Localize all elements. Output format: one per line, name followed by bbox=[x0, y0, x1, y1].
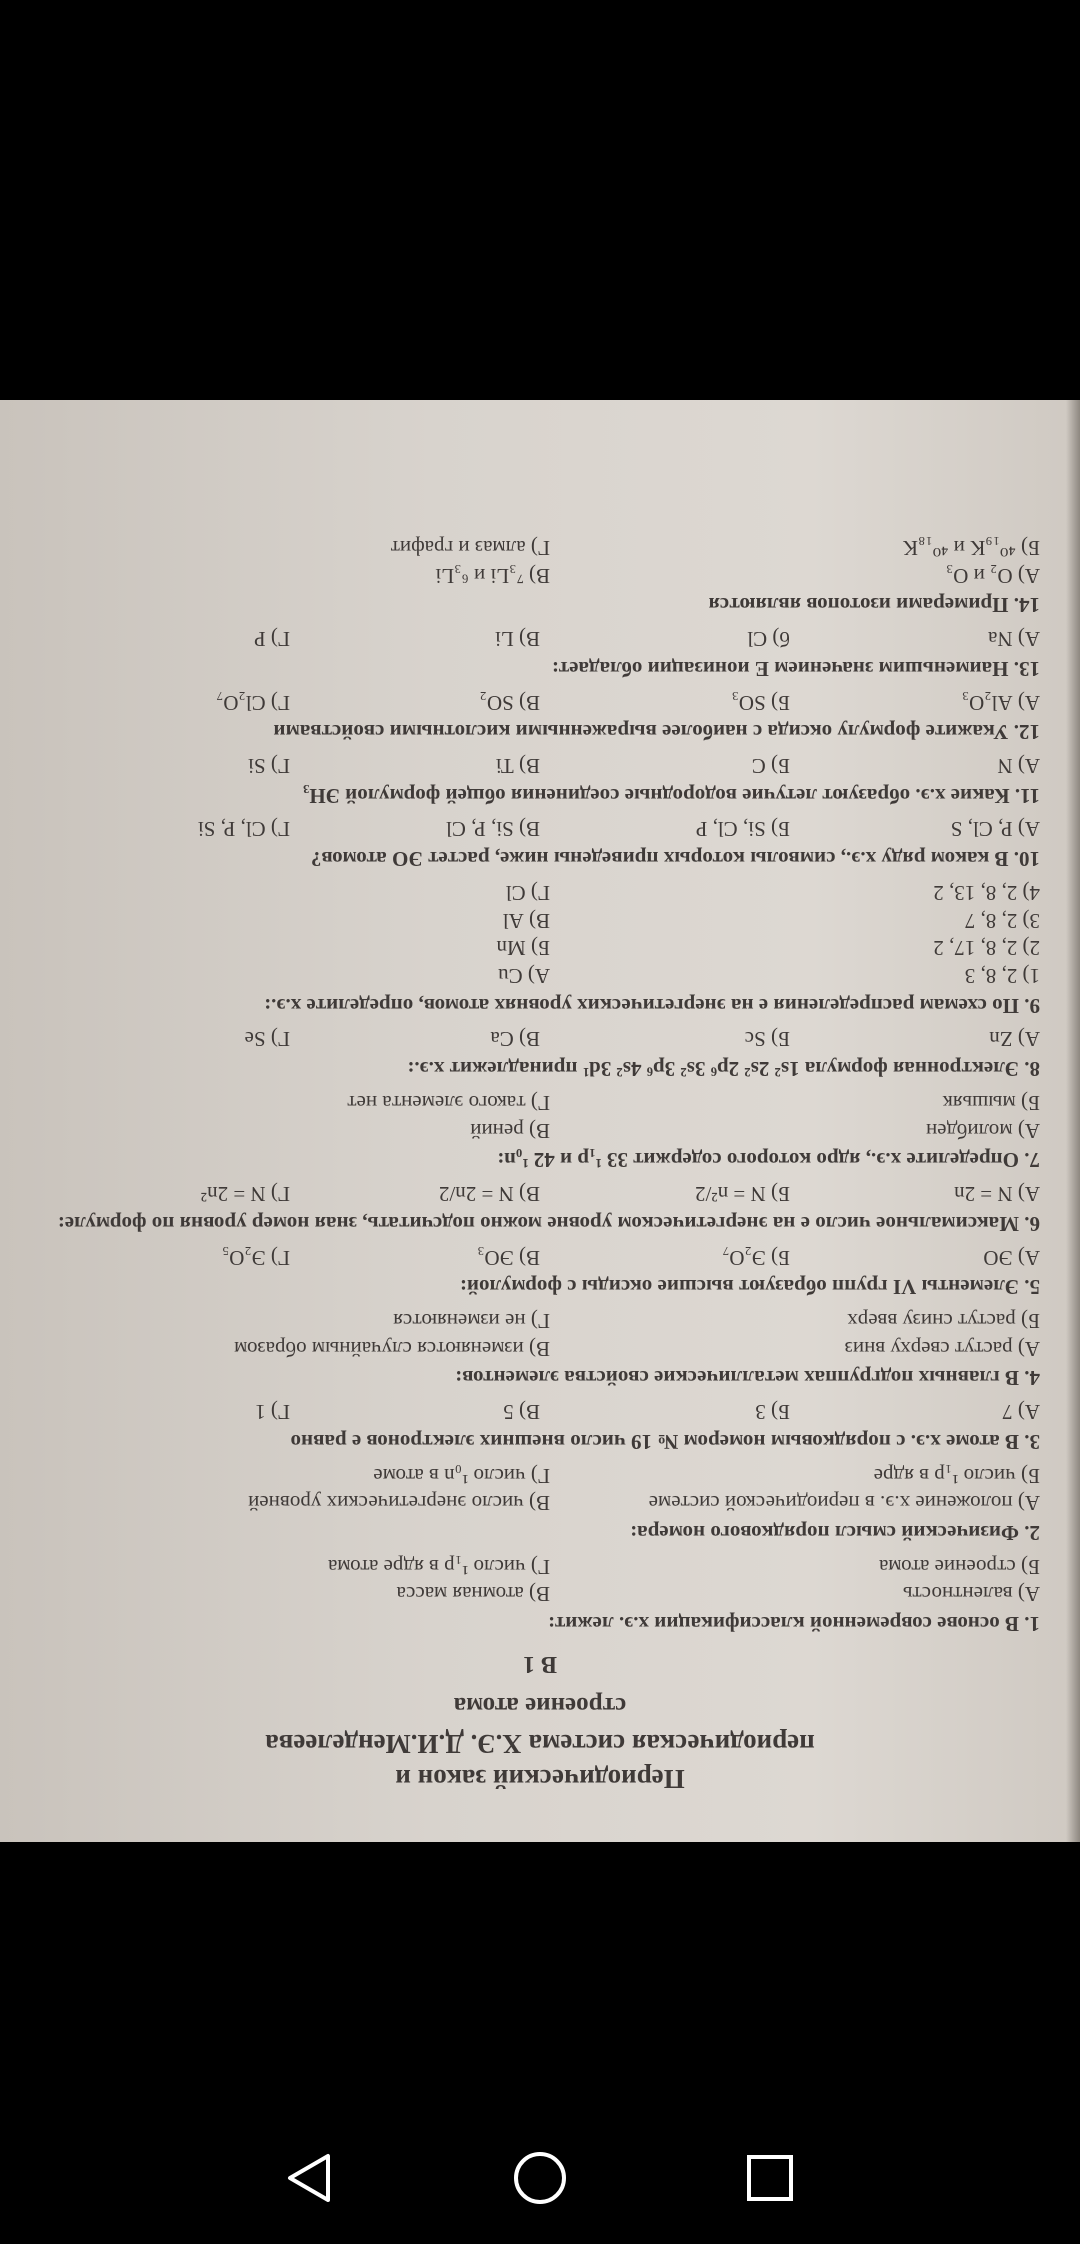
answer-option: А) ЭО bbox=[983, 1245, 1040, 1270]
answer-option: В) N = 2n/2 bbox=[438, 1182, 540, 1207]
answer-option: Г) такого элемента нет bbox=[347, 1090, 550, 1115]
question: 8. Электронная формула 1s² 2s² 2p⁶ 3s² 3p⁶ 4s² 3d¹ принадлежит х.э.: А) Zn Б) Sc В) Ca Г) Se bbox=[40, 1025, 1040, 1082]
answer-option: Г) 1 bbox=[255, 1400, 290, 1425]
question: 13. Наименьшим значением Е ионизации обладает: А) Na б) Cl В) Li Г) P bbox=[40, 624, 1040, 681]
answer-option: Б) C bbox=[751, 754, 790, 779]
answer-option: А) валентность bbox=[902, 1582, 1040, 1607]
question: 3. В атоме х.э. с порядковым номером № 19 число внешних электронов е равно А) 7 Б) 3 В) 5 Г) 1 bbox=[40, 1397, 1040, 1454]
photo-viewer bbox=[0, 400, 1080, 1842]
answer-option: Г) P bbox=[253, 627, 290, 652]
answer-option: В) Si, P, Cl bbox=[446, 817, 540, 842]
answer-option: Г) Cl, P, Si bbox=[197, 817, 290, 842]
answer-option: Б) мышьяк bbox=[942, 1090, 1040, 1115]
answer-option: Б) число ¹₁p в ядре bbox=[873, 1463, 1040, 1488]
answer-option: Г) число ¹₀n в атоме bbox=[373, 1463, 550, 1488]
question: 9. По схемам распределения е на энергетических уровнях атомов, определите х.э.: 1) 2, 8, 3 А) Cu 2) 2, 8, 17, 2 Б) Mn 3) 2, 8, 7 В) Al 4) 2, 8, 13, 2 Г) Cl bbox=[40, 878, 1040, 1019]
answer-option: В) число энергетических уровней bbox=[248, 1491, 550, 1516]
answer-option: Б) Sc bbox=[744, 1027, 790, 1052]
answer-option: В) ⁷₃Li и ⁶₃Li bbox=[435, 563, 550, 588]
home-button[interactable] bbox=[500, 2142, 580, 2214]
answer-option: Г) не изменяются bbox=[393, 1308, 550, 1333]
recents-square-icon bbox=[742, 2150, 798, 2206]
question: 10. В каком ряду х.э., символы которых приведены ниже, растет ЭО атомов? А) P, Cl, S Б) Si, Cl, P В) Si, P, Cl Г) Cl, P, Si bbox=[40, 815, 1040, 872]
answer-option: В) Ti bbox=[495, 754, 540, 779]
answer-option: В) изменяются случайным образом bbox=[234, 1336, 550, 1361]
answer-option: Б) строение атома bbox=[879, 1554, 1040, 1579]
variant-label: В 1 bbox=[523, 1650, 558, 1677]
answer-option: 1) 2, 8, 3 bbox=[964, 964, 1040, 989]
answer-option: А) положение х.э. в периодической системе bbox=[648, 1491, 1040, 1516]
answer-option: Г) число ¹₁p в ядре атома bbox=[328, 1554, 550, 1579]
answer-option: А) Al₂O₃ bbox=[961, 690, 1040, 715]
answer-option: Г) N = 2n² bbox=[200, 1182, 290, 1207]
answer-option: В) рений bbox=[470, 1118, 550, 1143]
home-circle-icon bbox=[510, 2148, 570, 2208]
answer-option: А) Na bbox=[988, 627, 1040, 652]
question: 11. Какие х.э. образуют летучие водородные соединения общей формулой ЭН₃ А) N Б) C В) Ti Г) Si bbox=[40, 751, 1040, 808]
answer-option: А) O₂ и O₃ bbox=[945, 563, 1040, 588]
answer-option: А) N bbox=[997, 754, 1040, 779]
navigation-bar bbox=[0, 2112, 1080, 2244]
answer-option: А) N = 2n bbox=[954, 1182, 1040, 1207]
answer-option: Б) SO₃ bbox=[731, 690, 790, 715]
answer-option: Б) N = n²/2 bbox=[695, 1182, 790, 1207]
back-button[interactable] bbox=[270, 2142, 350, 2214]
question: 4. В главных подгруппах металлические свойства элементов: А) растут сверху вниз В) изменяются случайным образом Б) растут снизу вверх Г) не изменяются bbox=[40, 1306, 1040, 1391]
question: 12. Укажите формулу оксида с наиболее выраженными кислотными свойствами А) Al₂O₃ Б) SO₃ В) SO₂ Г) Cl₂O₇ bbox=[40, 688, 1040, 745]
back-triangle-icon bbox=[282, 2150, 338, 2206]
answer-option: Г) алмаз и графит bbox=[390, 535, 550, 560]
answer-option: Г) Si bbox=[248, 754, 290, 779]
answer-option: А) молибден bbox=[925, 1118, 1040, 1143]
answer-option: В) атомная масса bbox=[396, 1582, 550, 1607]
answer-option: А) 7 bbox=[1002, 1400, 1040, 1425]
question: 6. Максимальное число е на энергетическом уровне можно подсчитать, зная номер уровня по формуле: А) N = 2n Б) N = n²/2 В) N = 2n/2 Г) N = 2n² bbox=[40, 1179, 1040, 1236]
answer-option: В) ЭО₃ bbox=[477, 1245, 540, 1270]
answer-option: Б) ⁴⁰₁₉K и ⁴⁰₁₈K bbox=[902, 535, 1040, 560]
question: 7. Определите х.э., ядро которого содержит 33 ¹₁p и 42 ¹₀n: А) молибден В) рений Б) мышьяк Г) такого элемента нет bbox=[40, 1088, 1040, 1173]
answer-option: 2) 2, 8, 17, 2 bbox=[933, 936, 1040, 961]
answer-option: А) Cu bbox=[498, 964, 550, 989]
answer-option: Г) Cl bbox=[505, 880, 550, 905]
question: 1. В основе современной классификации х.э. лежит: А) валентность В) атомная масса Б) строение атома Г) число ¹₁p в ядре атома bbox=[40, 1552, 1040, 1637]
question: 2. Физический смысл порядкового номера: А) положение х.э. в периодической системе В) число энергетических уровней Б) число ¹₁p в ядре Г) число ¹₀n в атоме bbox=[40, 1461, 1040, 1546]
worksheet-title: Периодический закон и периодическая система Х.Э. Д.И.Менделеева bbox=[265, 1728, 815, 1794]
answer-option: Г) Cl₂O₇ bbox=[215, 690, 290, 715]
question: 5. Элементы VI групп образуют высшие оксиды с формулой: А) ЭО Б) Э₂О₇ В) ЭО₃ Г) Э₂О₅ bbox=[40, 1243, 1040, 1300]
answer-option: А) P, Cl, S bbox=[950, 817, 1040, 842]
answer-option: В) Ca bbox=[490, 1027, 540, 1052]
answer-option: 4) 2, 8, 13, 2 bbox=[933, 880, 1040, 905]
answer-option: А) растут сверху вниз bbox=[844, 1336, 1040, 1361]
answer-option: Г) Э₂О₅ bbox=[221, 1245, 290, 1270]
answer-option: Г) Se bbox=[244, 1027, 290, 1052]
worksheet-subtitle: строение атома bbox=[453, 1691, 627, 1719]
answer-option: Б) Э₂О₇ bbox=[722, 1245, 790, 1270]
answer-option: Б) Mn bbox=[496, 936, 550, 961]
question: 14. Примерами изотопов являются А) O₂ и O₃ В) ⁷₃Li и ⁶₃Li Б) ⁴⁰₁₉K и ⁴⁰₁₈K Г) алмаз и графит bbox=[40, 533, 1040, 618]
answer-option: Б) Si, Cl, P bbox=[695, 817, 790, 842]
recents-button[interactable] bbox=[730, 2142, 810, 2214]
answer-option: В) Al bbox=[502, 908, 550, 933]
answer-option: В) 5 bbox=[503, 1400, 540, 1425]
answer-option: Б) растут снизу вверх bbox=[847, 1308, 1040, 1333]
answer-option: Б) 3 bbox=[755, 1400, 790, 1425]
answer-option: А) Zn bbox=[989, 1027, 1040, 1052]
answer-option: В) Li bbox=[495, 627, 540, 652]
worksheet bbox=[40, 420, 1040, 1820]
answer-option: б) Cl bbox=[747, 627, 790, 652]
answer-option: 3) 2, 8, 7 bbox=[964, 908, 1040, 933]
answer-option: В) SO₂ bbox=[479, 690, 540, 715]
